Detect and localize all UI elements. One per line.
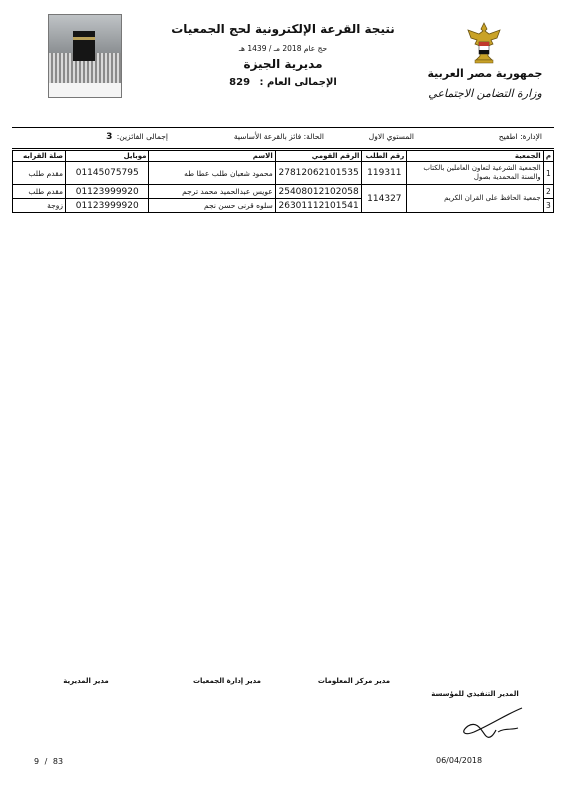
table-row — [13, 185, 554, 199]
row-relation: مقدم طلب — [13, 162, 66, 185]
row-name: سلوه قرنى حسن نجم — [149, 199, 275, 213]
status-info — [234, 132, 324, 141]
col-header-request-no: رقم الطلب — [362, 151, 407, 162]
row-request-no: 119311 — [362, 162, 407, 185]
col-header-name: الاسم — [149, 151, 275, 162]
admin-value: اطفيح — [498, 132, 518, 141]
row-index: 2 — [543, 185, 553, 199]
page-indicator — [34, 757, 63, 766]
total-label: الإجمالى العام : — [259, 77, 337, 88]
row-relation: مقدم طلب — [13, 185, 66, 199]
page-total: 83 — [52, 757, 64, 766]
status-label: الحالة: — [303, 132, 324, 141]
season-subtitle: حج عام 2018 مـ / 1439 هـ — [238, 44, 328, 53]
admin-info — [499, 132, 542, 141]
winners-label: إجمالى الفائزين: — [116, 132, 168, 141]
page-title: نتيجة القرعة الإلكترونية لحج الجمعيات — [171, 22, 395, 36]
governorate-title: مديرية الجيزة — [243, 57, 323, 71]
row-request-no: 114327 — [362, 185, 407, 213]
row-national-id: 27812062101535 — [275, 162, 362, 185]
row-name: محمود شعبان طلب عطا طه — [149, 162, 275, 185]
status-value: فائز بالقرعة الأساسية — [233, 132, 302, 141]
winners-value: 3 — [106, 132, 113, 142]
info-bar — [12, 127, 554, 149]
logo-caption — [49, 83, 121, 97]
row-national-id: 25408012102058 — [275, 185, 362, 199]
row-index: 3 — [543, 199, 553, 213]
page-separator: / — [44, 757, 48, 766]
row-name: عويس عبدالحميد محمد ترجم — [149, 185, 275, 199]
total-value: 829 — [229, 77, 251, 88]
level-info: المستوي الاول — [368, 132, 414, 141]
ministry-name: وزارة التضامن الاجتماعي — [428, 87, 542, 100]
col-header-relation: صلة القرابه — [13, 151, 66, 162]
col-header-national-id: الرقم القومي — [275, 151, 362, 162]
col-header-association: الجمعية — [407, 151, 543, 162]
table-header-row — [13, 151, 554, 162]
sig-exec: المدير التنفيذي للمؤسسة — [431, 690, 519, 698]
total-line — [160, 77, 406, 88]
col-header-index: م — [543, 151, 553, 162]
egypt-eagle-icon — [464, 20, 504, 64]
sig-directorate: مدير المديرية — [63, 677, 109, 685]
col-header-mobile: موبايل — [66, 151, 149, 162]
sig-info-center: مدير مركز المعلومات — [317, 677, 391, 685]
sig-associations: مدير إدارة الجمعيات — [192, 677, 262, 685]
row-relation: زوجة — [13, 199, 66, 213]
admin-label: الإدارة: — [520, 132, 542, 141]
winners-info — [104, 132, 168, 142]
country-name: جمهورية مصر العربية — [427, 67, 543, 80]
page-current: 9 — [34, 757, 40, 766]
row-mobile: 01145075795 — [66, 162, 149, 185]
row-index: 1 — [543, 162, 553, 185]
row-national-id: 26301112101541 — [275, 199, 362, 213]
handwritten-signature — [452, 702, 532, 746]
kaaba-logo — [48, 14, 122, 98]
row-association: الجمعية الشرعية لتعاون العاملين بالكتاب والسنة المحمدية بصول — [407, 162, 543, 185]
row-mobile: 01123999920 — [66, 199, 149, 213]
row-association: جمعية الحافظ على القران الكريم — [407, 185, 543, 213]
row-mobile: 01123999920 — [66, 185, 149, 199]
winners-table — [12, 150, 554, 213]
print-date: 06/04/2018 — [436, 756, 483, 765]
table-row — [13, 162, 554, 185]
